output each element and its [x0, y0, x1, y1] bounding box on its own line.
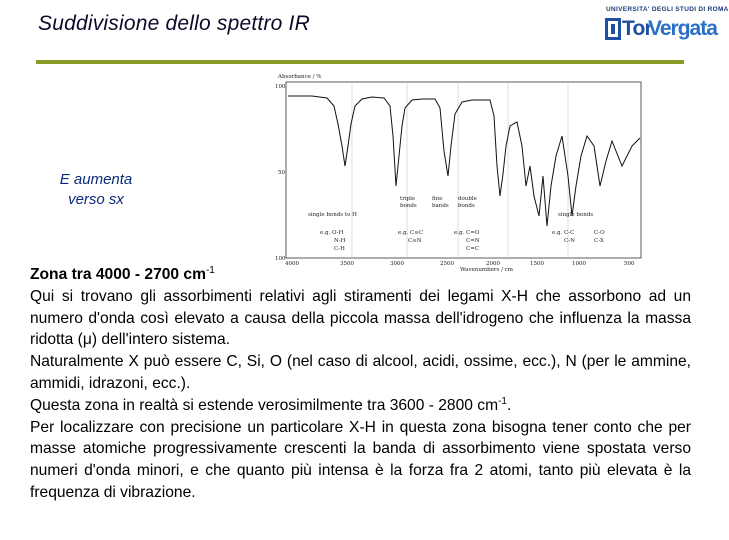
label-eg-cx: C-X	[594, 238, 604, 244]
label-eg-cc-single: e.g. C-C	[552, 230, 575, 236]
zone-title	[30, 264, 691, 286]
x-tick-1000: 1000	[572, 261, 586, 267]
x-tick-3500: 3500	[340, 261, 354, 267]
energy-note	[46, 170, 146, 210]
label-double-1: double	[458, 196, 477, 202]
label-eg-oh: e.g. O-H	[320, 230, 344, 236]
label-triple-1: triple	[400, 196, 416, 202]
university-logo	[600, 6, 729, 46]
label-fine-1: fine	[432, 196, 443, 202]
paragraph-3-text: Questa zona in realtà si estende verosimilmente tra 3600 - 2800 cm	[30, 396, 499, 414]
zone-title-sup: -1	[205, 264, 215, 276]
label-eg-cn-single: C-N	[564, 238, 575, 244]
spectrum-y-tick-mid: 50	[278, 170, 285, 176]
label-eg-ch: C-H	[334, 246, 345, 252]
spectrum-y-tick-top: 100	[275, 84, 286, 90]
label-eg-co-double: e.g. C=O	[454, 230, 480, 236]
spectrum-y-tick-bottom: 100	[275, 256, 286, 262]
x-tick-500: 500	[624, 261, 635, 267]
label-eg-cn-triple: C≡N	[408, 238, 422, 244]
label-eg-cc-double: C=C	[466, 246, 480, 252]
spectrum-x-axis-title: Wavenumbers / cm	[460, 267, 513, 273]
label-single-bonds-h: single bonds to H	[308, 212, 357, 218]
logo-mark-icon	[603, 16, 623, 42]
label-fine-2: bands	[432, 203, 449, 209]
paragraph-3-end: .	[506, 396, 512, 414]
logo-university-line: UNIVERSITA' DEGLI STUDI DI ROMA	[606, 6, 729, 13]
label-eg-cc-triple: e.g. C≡C	[398, 230, 424, 236]
energy-note-line2: verso sx	[68, 191, 124, 208]
x-tick-4000: 4000	[285, 261, 299, 267]
x-tick-2500: 2500	[440, 261, 454, 267]
label-single-bonds: single bonds	[558, 212, 594, 218]
label-eg-co-single: C-O	[594, 230, 605, 236]
spectrum-y-axis-title: Absorbance / %	[278, 74, 322, 80]
logo-name-part2: Vergata	[648, 17, 717, 40]
paragraph-1: Qui si trovano gli assorbimenti relativi agli stiramenti dei legami X-H che assorbono ad un numero d'onda così elevato a causa della piccola massa dell'idrogeno che influenza la massa ridotta (μ) dell'intero sistema.	[30, 287, 691, 349]
paragraph-3-sup: -1	[498, 395, 507, 407]
label-double-2: bonds	[458, 203, 475, 209]
title-divider	[36, 60, 684, 64]
label-triple-2: bonds	[400, 203, 417, 209]
x-tick-2000: 2000	[486, 261, 500, 267]
x-tick-1500: 1500	[530, 261, 544, 267]
energy-note-line1: E aumenta	[59, 171, 133, 188]
label-eg-cn-double: C=N	[466, 238, 480, 244]
paragraph-2: Naturalmente X può essere C, Si, O (nel caso di alcool, acidi, ossime, ecc.), N (per le ammine, ammidi, idrazoni, ecc.).	[30, 353, 691, 392]
zone-title-text: Zona tra 4000 - 2700 cm	[30, 266, 206, 283]
label-eg-nh: N-H	[334, 238, 346, 244]
logo-name-part1: Tor	[622, 17, 652, 40]
body-text	[30, 264, 691, 504]
x-tick-3000: 3000	[390, 261, 404, 267]
paragraph-3	[30, 395, 691, 417]
paragraph-4: Per localizzare con precisione un particolare X-H in questa zona bisogna tener conto che per masse atomiche progressivamente crescenti la banda di assorbimento viene spostata verso numeri d'onda minori, e che quanto più intensa è la forza fra 2 atomi, tanto più elevata è la frequenza di vibrazione.	[30, 418, 691, 501]
ir-spectrum-figure	[272, 66, 650, 273]
slide-title: Suddivisione dello spettro IR	[38, 12, 310, 35]
